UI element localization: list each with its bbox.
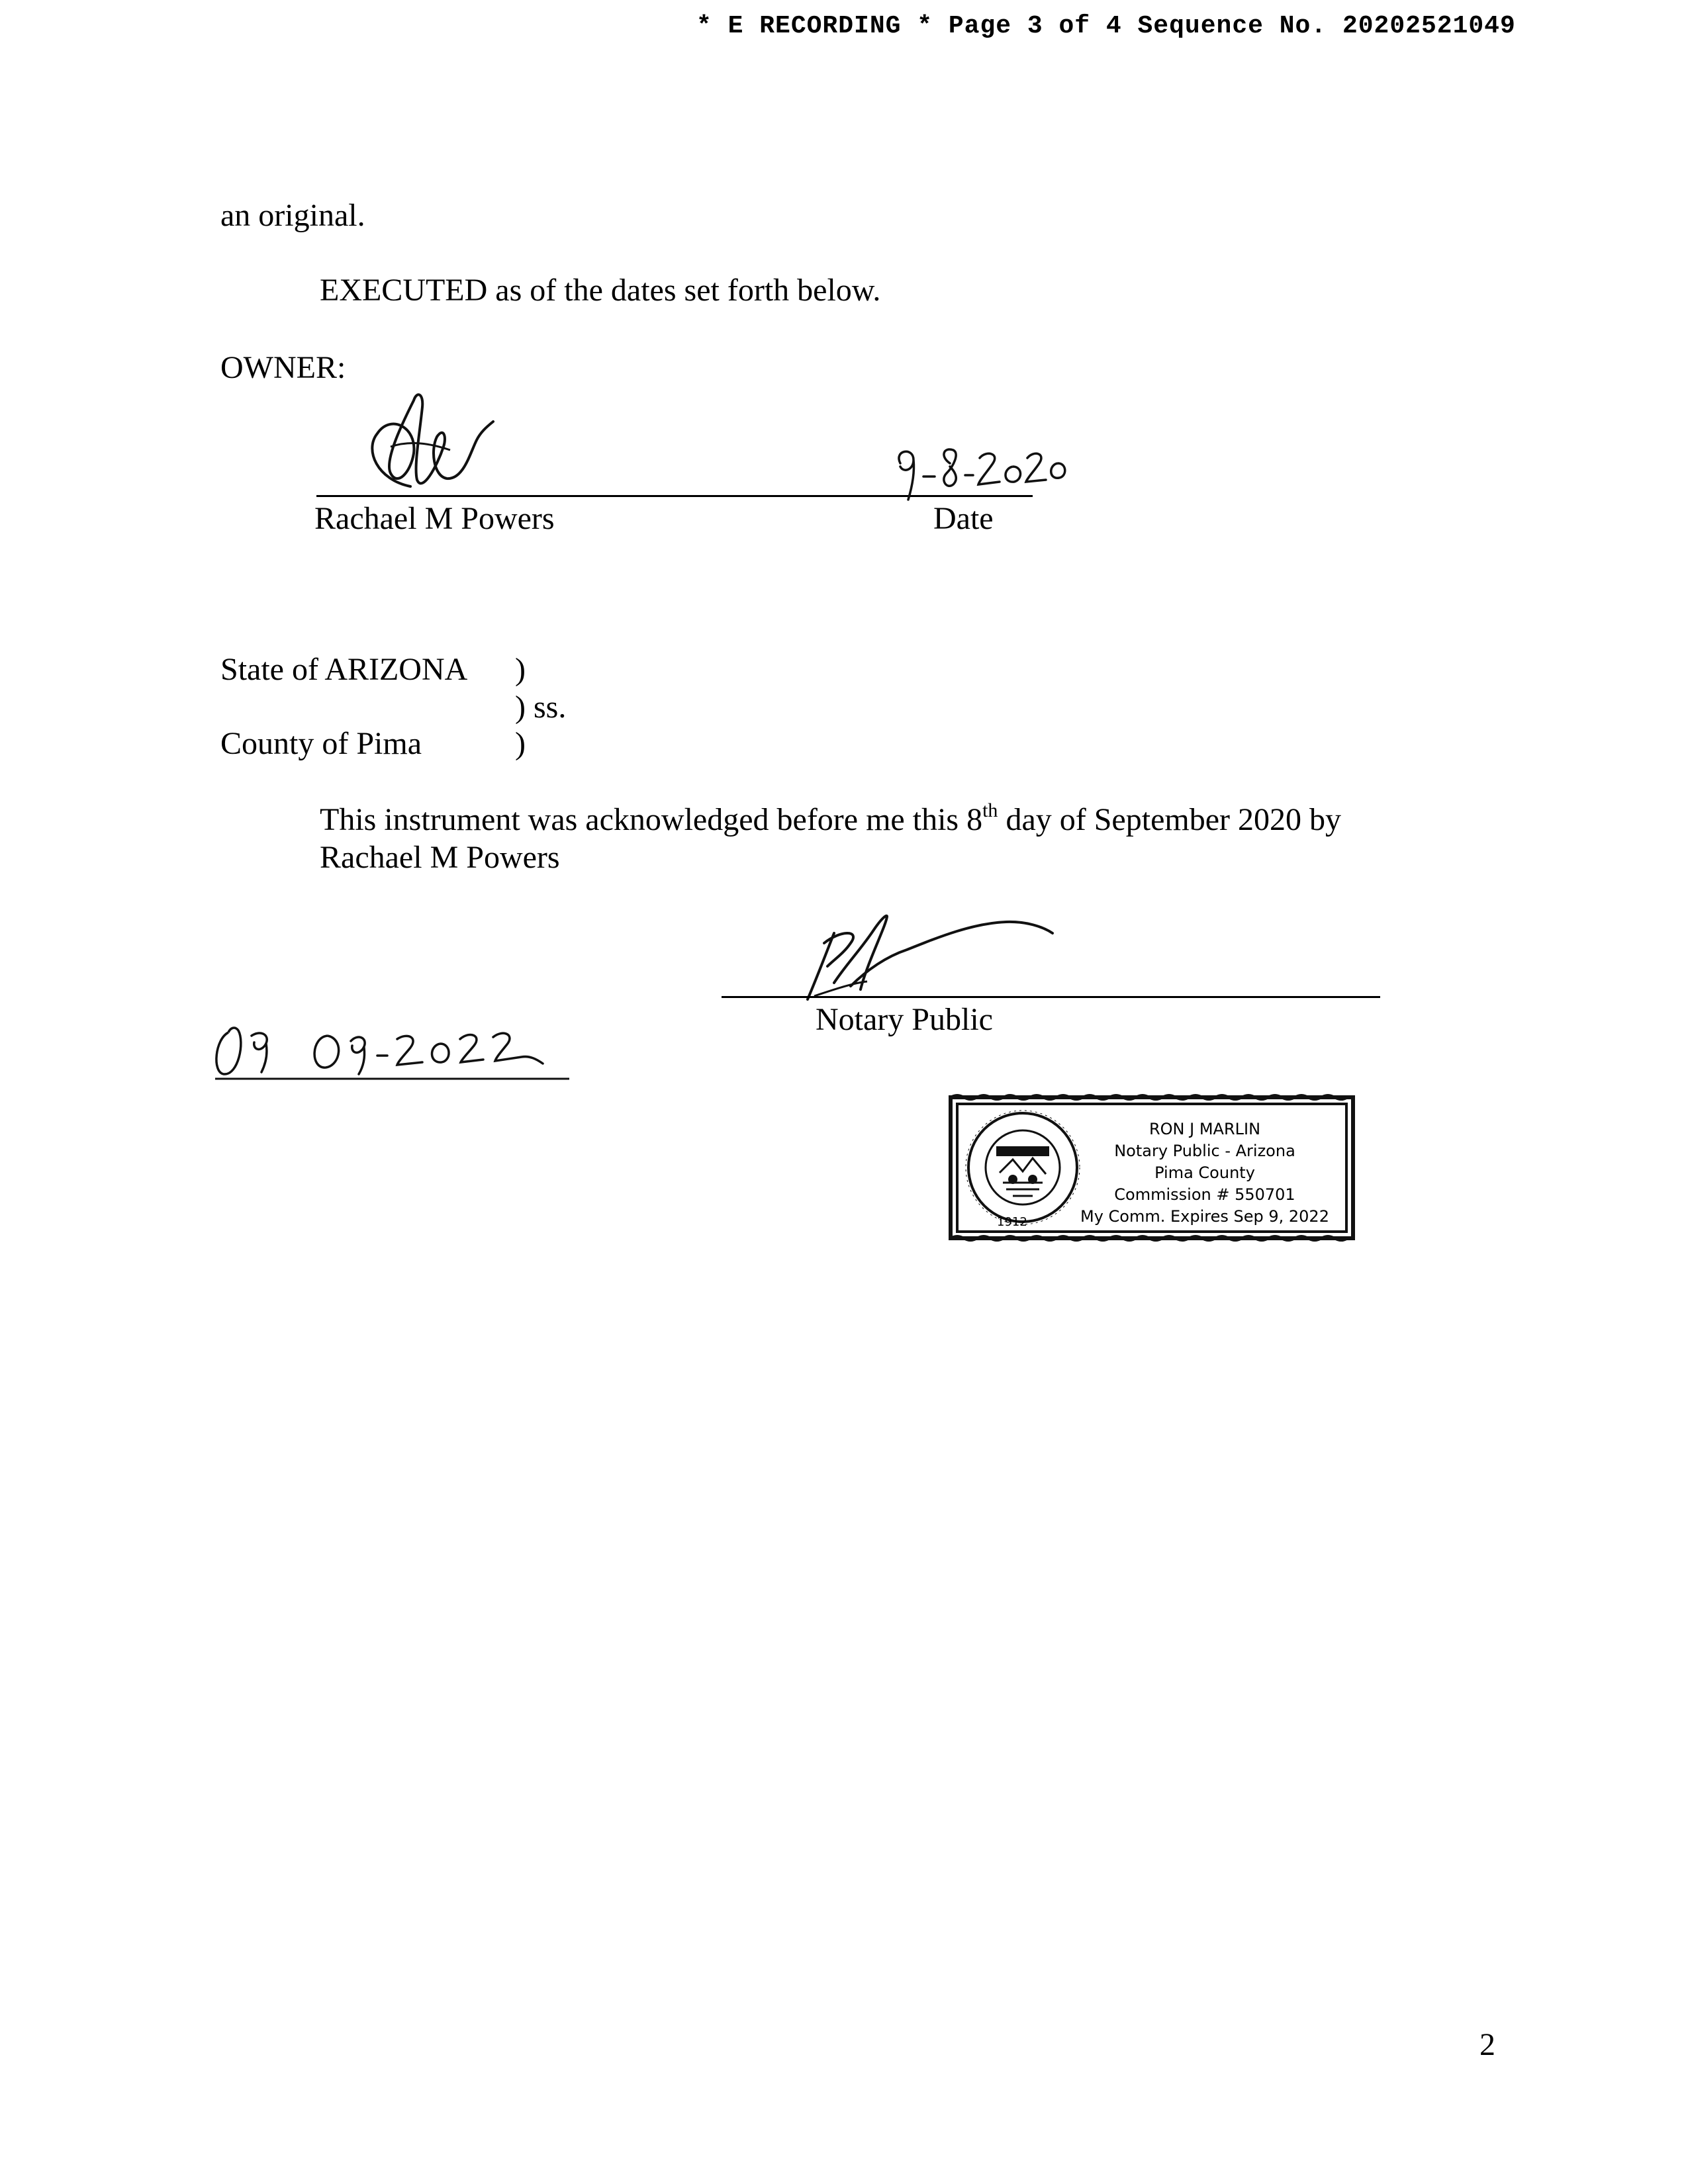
ack-text-after: day of September 2020 by xyxy=(998,802,1341,837)
recording-header: * E RECORDING * Page 3 of 4 Sequence No. 20202521049 xyxy=(696,12,1516,40)
venue-county: County of Pima xyxy=(220,726,422,761)
ack-text-before: This instrument was acknowledged before me this 8 xyxy=(320,802,983,837)
owner-label: OWNER: xyxy=(220,350,346,385)
notary-signature-line xyxy=(722,996,1380,998)
stamp-county: Pima County xyxy=(1154,1163,1255,1182)
handwritten-date-owner xyxy=(887,443,1072,503)
venue-paren-top: ) xyxy=(515,652,526,687)
page-number: 2 xyxy=(1479,2027,1495,2062)
owner-signature xyxy=(351,387,523,496)
handwritten-expiration-date xyxy=(212,1023,573,1082)
stamp-notary-title: Notary Public - Arizona xyxy=(1114,1142,1295,1160)
ordinal-suffix: th xyxy=(982,799,998,821)
venue-paren-bottom: ) xyxy=(515,726,526,761)
venue-state: State of ARIZONA xyxy=(220,652,468,687)
executed-statement: EXECUTED as of the dates set forth below. xyxy=(320,273,881,308)
continuation-text: an original. xyxy=(220,198,365,233)
seal-year: 1912 xyxy=(997,1215,1027,1229)
date-label: Date xyxy=(933,501,994,536)
stamp-expiration: My Comm. Expires Sep 9, 2022 xyxy=(1080,1207,1329,1226)
acknowledgment-line-2: Rachael M Powers xyxy=(320,840,560,875)
notary-signature xyxy=(788,903,1066,1003)
venue-ss: ) ss. xyxy=(515,690,567,725)
acknowledgment-line-1 xyxy=(320,799,1341,837)
stamp-notary-name: RON J MARLIN xyxy=(1149,1120,1261,1138)
stamp-commission: Commission # 550701 xyxy=(1114,1185,1295,1204)
owner-name-label: Rachael M Powers xyxy=(314,501,555,536)
notary-public-label: Notary Public xyxy=(816,1002,993,1037)
